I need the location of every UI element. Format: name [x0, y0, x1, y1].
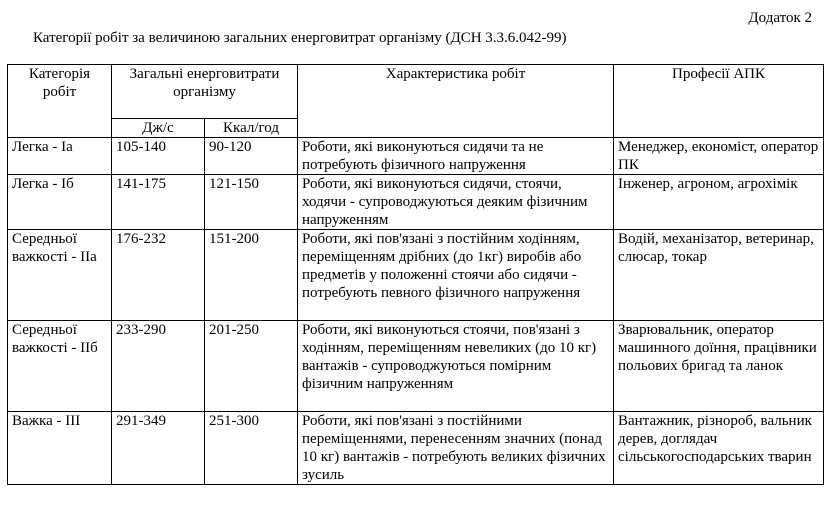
characteristic-cell: Роботи, які виконуються стоячи, пов'язані з ходінням, переміщенням невеликих (до 10 кг) вантажів - супроводжуються помірним фізичним напруженням	[298, 321, 614, 412]
kcal-cell: 90-120	[205, 138, 298, 175]
header-kcal: Ккал/год	[205, 119, 298, 138]
table-row	[8, 412, 824, 485]
characteristic-cell: Роботи, які виконуються сидячи, стоячи, ходячи - супроводжуються деяким фізичним напруженням	[298, 175, 614, 230]
table-caption: Категорії робіт за величиною загальних енерговитрат організму (ДСН 3.3.6.042-99)	[33, 30, 567, 46]
characteristic-cell: Роботи, які пов'язані з постійним ходінням, переміщенням дрібних (до 1кг) виробів або предметів у положенні стоячи або сидячи - потребують певного фізичного напруження	[298, 230, 614, 321]
characteristic-cell: Роботи, які пов'язані з постійними переміщеннями, перенесенням значних (понад 10 кг) вантажів - потребують великих фізичних зусиль	[298, 412, 614, 485]
joules-cell: 176-232	[112, 230, 205, 321]
category-cell: Легка - Іа	[8, 138, 112, 175]
appendix-label: Додаток 2	[748, 10, 812, 26]
category-cell: Легка - Іб	[8, 175, 112, 230]
header-joules: Дж/с	[112, 119, 205, 138]
professions-cell: Зварювальник, оператор машинного доїння, працівники польових бригад та ланок	[614, 321, 824, 412]
table-row	[8, 321, 824, 412]
kcal-cell: 201-250	[205, 321, 298, 412]
professions-cell: Інженер, агроном, агрохімік	[614, 175, 824, 230]
joules-cell: 105-140	[112, 138, 205, 175]
kcal-cell: 151-200	[205, 230, 298, 321]
table-row	[8, 230, 824, 321]
table-row	[8, 175, 824, 230]
kcal-cell: 121-150	[205, 175, 298, 230]
header-energy: Загальні енерговитрати організму	[112, 65, 298, 119]
joules-cell: 291-349	[112, 412, 205, 485]
table-row	[8, 138, 824, 175]
category-cell: Середньої важкості - IIa	[8, 230, 112, 321]
header-professions: Професії АПК	[614, 65, 824, 138]
header-category: Категорія робіт	[8, 65, 112, 138]
professions-cell: Вантажник, різнороб, вальник дерев, доглядач сільськогосподарських тварин	[614, 412, 824, 485]
professions-cell: Менеджер, економіст, оператор ПК	[614, 138, 824, 175]
kcal-cell: 251-300	[205, 412, 298, 485]
work-categories-table	[7, 64, 824, 485]
joules-cell: 141-175	[112, 175, 205, 230]
category-cell: Важка - ІІІ	[8, 412, 112, 485]
characteristic-cell: Роботи, які виконуються сидячи та не потребують фізичного напруження	[298, 138, 614, 175]
joules-cell: 233-290	[112, 321, 205, 412]
header-characteristic: Характеристика робіт	[298, 65, 614, 138]
category-cell: Середньої важкості - IIб	[8, 321, 112, 412]
professions-cell: Водій, механізатор, ветеринар, слюсар, токар	[614, 230, 824, 321]
